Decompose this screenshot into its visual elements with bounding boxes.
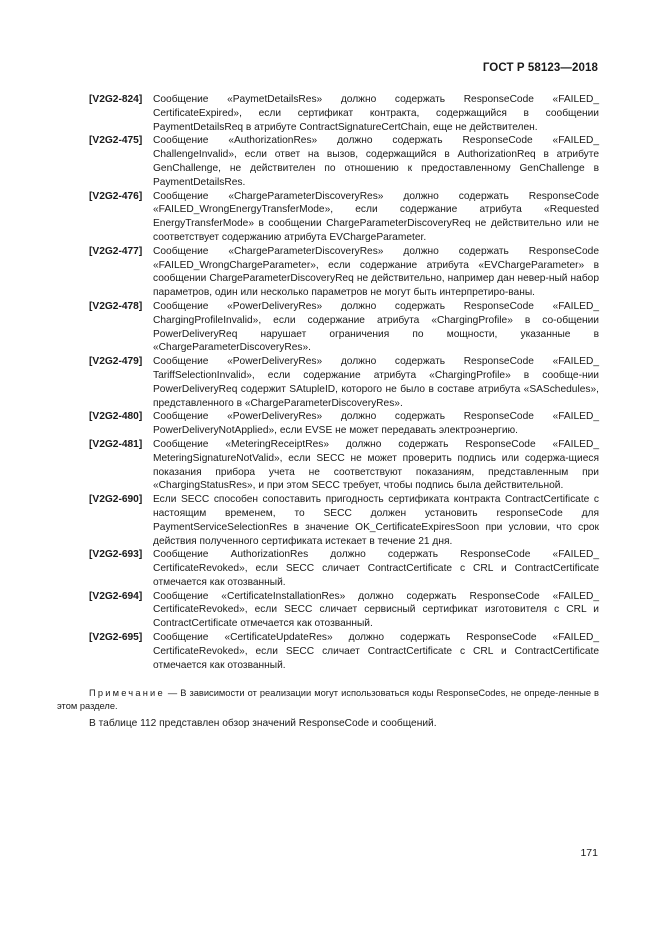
requirement-id: [V2G2-476] xyxy=(89,190,143,202)
requirement-id: [V2G2-478] xyxy=(89,300,143,312)
note xyxy=(57,687,599,713)
requirement-item xyxy=(89,493,599,548)
requirement-item xyxy=(89,438,599,493)
requirement-text: Если SECC способен сопоставить пригодность сертификата контракта ContractCertificate с настоящим временем, то SECC должен установить responseCode для PaymentServiceSelectionRes в значение OK_CertificateExpiresSoon при условии, что срок действия полученного сертификата истекает в течение 21 дня. xyxy=(153,494,599,547)
requirement-item xyxy=(89,300,599,355)
requirement-text: Сообщение «MeteringReceiptRes» должно содержать ResponseCode «FAILED_ MeteringSignatureNotValid», если SECC не может проверить подпись или содержа-щиеся показания прибора учета не соответствуют показаниям, представленным при «ChargingStatusRes», и при этом SECC требует, чтобы подпись была действительной. xyxy=(153,438,599,492)
note-text: — В зависимости от реализации могут использоваться коды ResponseCodes, не опреде-ленные в этом разделе. xyxy=(57,688,599,711)
requirement-id: [V2G2-690] xyxy=(89,494,143,506)
requirement-text: Сообщение «PowerDeliveryRes» должно содержать ResponseCode «FAILED_ ChargingProfileInvalid», если содержание атрибута «ChargingProfile» в со-общении PowerDeliveryReq нарушает ограничения по мощности, указанные в «ChargeParameterDiscoveryRes». xyxy=(153,300,599,354)
requirement-item xyxy=(89,548,599,589)
requirement-text: Сообщение «PowerDeliveryRes» должно содержать ResponseCode «FAILED_ PowerDeliveryNotApplied», если EVSE не может передавать электроэнергию. xyxy=(153,411,599,437)
requirement-id: [V2G2-475] xyxy=(89,135,143,147)
note-label: Примечание xyxy=(89,688,165,698)
document-header: ГОСТ Р 58123—2018 xyxy=(482,62,598,74)
requirements-list xyxy=(89,93,599,672)
requirement-item xyxy=(89,190,599,245)
requirement-text: Сообщение AuthorizationRes должно содержать ResponseCode «FAILED_ CertificateRevoked», если SECC сличает ContractCertificate с CRL и ContractCertificate отмечается как отозванный. xyxy=(153,549,599,588)
requirement-id: [V2G2-695] xyxy=(89,632,143,644)
requirement-text: Сообщение «ChargeParameterDiscoveryRes» должно содержать ResponseCode «FAILED_WrongEnergyTransferMode», если содержание атрибута «Requested EnergyTransferMode» в сообщении ChargeParameterDiscoveryReq не действительно или не соответствует содержанию атрибута EVChargeParameter. xyxy=(153,190,599,243)
requirement-item xyxy=(89,93,599,134)
requirement-item xyxy=(89,410,599,438)
requirement-text: Сообщение «CertificateInstallationRes» должно содержать ResponseCode «FAILED_ CertificateRevoked», если SECC сличает сервисный сертификат изготовителя с CRL и ContractCertificate отмечается как отозванный. xyxy=(153,590,599,630)
requirement-text: Сообщение «AuthorizationRes» должно содержать ResponseCode «FAILED_ ChallengeInvalid», если ответ на вызов, содержащийся в AuthorizationReq в атрибуте GenChallenge, не действителен по отношению к предоставленному GenChallenge в PaymentDetailsRes. xyxy=(153,135,599,188)
page-number: 171 xyxy=(580,847,598,859)
requirement-id: [V2G2-477] xyxy=(89,245,143,257)
requirement-item xyxy=(89,134,599,189)
requirement-id: [V2G2-694] xyxy=(89,590,143,602)
body-paragraph: В таблице 112 представлен обзор значений ResponseCode и сообщений. xyxy=(89,718,437,729)
requirement-id: [V2G2-481] xyxy=(89,438,143,450)
requirement-item xyxy=(89,590,599,631)
requirement-id: [V2G2-480] xyxy=(89,411,143,423)
requirement-text: Сообщение «ChargeParameterDiscoveryRes» должно содержать ResponseCode «FAILED_WrongChargeParameter», если содержание атрибута «EVChargeParameter» в сообщении ChargeParameterDiscoveryReq не действительно, например дан невер-ный набор параметров, один или несколько параметров не могут быть интерпретиро-ваны. xyxy=(153,245,599,299)
requirement-id: [V2G2-824] xyxy=(89,94,143,105)
requirement-text: Сообщение «CertificateUpdateRes» должно содержать ResponseCode «FAILED_ CertificateRevoked», если SECC сличает ContractCertificate с CRL и ContractCertificate отмечается как отозванный. xyxy=(153,632,599,671)
requirement-item xyxy=(89,355,599,410)
requirement-text: Сообщение «PowerDeliveryRes» должно содержать ResponseCode «FAILED_ TariffSelectionInvalid», если содержание атрибута «ChargingProfile» в сообще-нии PowerDeliveryReq содержит SAtupleID, которого не было в составе атрибута «SASchedules», представленного в «ChargeParameterDiscoveryRes». xyxy=(153,356,599,409)
requirement-id: [V2G2-479] xyxy=(89,356,143,368)
requirement-id: [V2G2-693] xyxy=(89,549,143,561)
requirement-item xyxy=(89,245,599,300)
requirement-text: Сообщение «PaymetDetailsRes» должно содержать ResponseCode «FAILED_ CertificateExpired», если сертификат контракта, содержащийся в сообщении PaymentDetailsReq в атрибуте ContractSignatureCertChain, еще не действителен. xyxy=(153,94,599,133)
requirement-item xyxy=(89,631,599,672)
